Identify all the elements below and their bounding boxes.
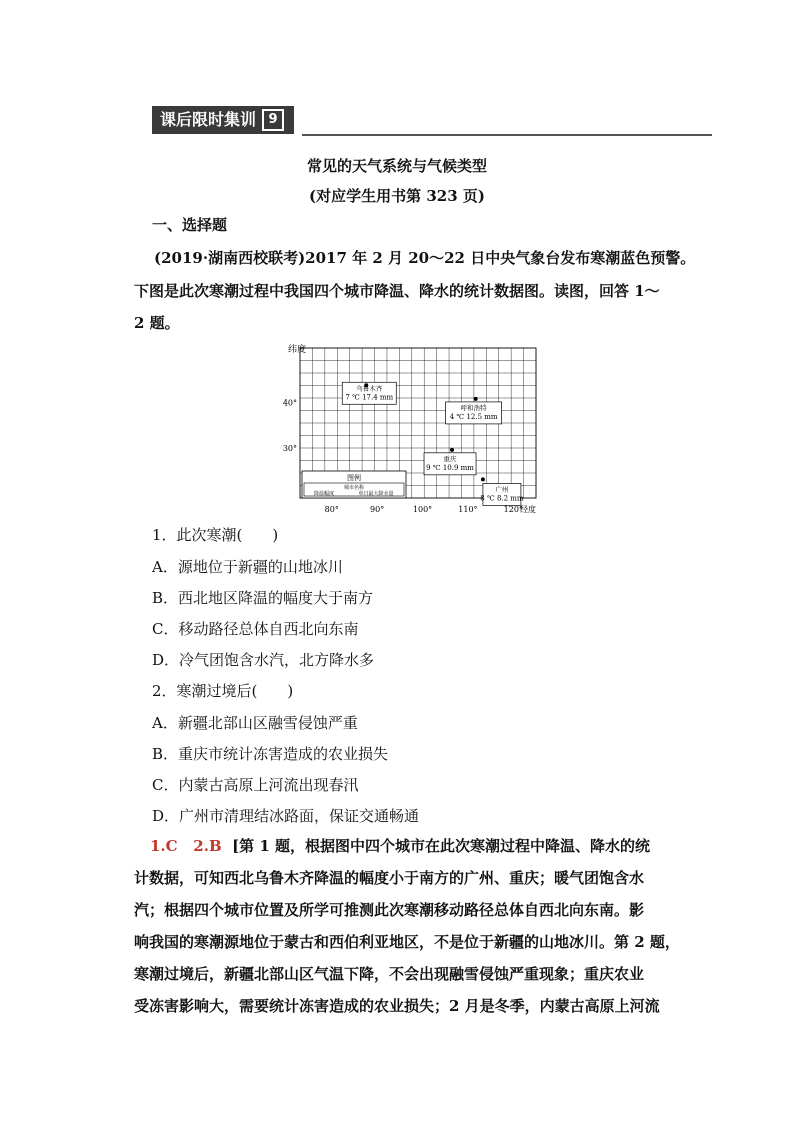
answer-line-1 [150,836,650,856]
answer-line-5: 寒潮过境后，新疆北部山区气温下降，不会出现融雪侵蚀严重现象；重庆农业 [134,965,645,983]
city-data: 9 ℃ 10.9 mm [426,463,474,472]
q2-option-a: A．新疆北部山区融雪侵蚀严重 [152,714,358,732]
answer-key-2: 2.B [193,837,222,855]
city-name: 乌鲁木齐 [356,384,383,393]
intro-line-2: 下图是此次寒潮过程中我国四个城市降温、降水的统计数据图。读图，回答 1～ [134,282,660,300]
x-tick-label: 120° [503,505,523,514]
page-title: 常见的天气系统与气候类型 [306,157,487,175]
x-ticks [325,505,523,514]
answer-line-6: 受冻害影响大，需要统计冻害造成的农业损失；2 月是冬季，内蒙古高原上河流 [134,997,660,1015]
section-heading: 一、选择题 [152,216,228,234]
y-tick-label: 40° [282,398,297,408]
answer-key-1: 1.C [150,837,178,855]
intro-line-1: (2019·湖南西校联考)2017 年 2 月 20～22 日中央气象台发布寒潮蓝色预警。 [154,249,696,267]
q1-option-b: B．西北地区降温的幅度大于南方 [152,589,374,607]
legend-line-2b: 单日最大降水量 [358,491,394,497]
answer-text-1: [第 1 题，根据图中四个城市在此次寒潮过程中降温、降水的统 [232,837,651,855]
city-data: 8 ℃ 8.2 mm [480,494,524,503]
q1-option-c: C．移动路径总体自西北向东南 [152,620,359,638]
section-header [152,106,712,138]
header-tab [152,106,294,134]
answer-line-3: 汽；根据四个城市位置及所学可推测此次寒潮移动路径总体自西北向东南。影 [134,901,645,919]
q1-option-d: D．冷气团饱含水汽，北方降水多 [152,651,375,669]
legend-line-1: 城市名称 [343,485,365,491]
y-ticks [283,399,297,453]
y-tick-label: 30° [282,444,297,453]
x-tick-label: 90° [370,505,385,514]
x-tick-label: 100° [412,505,433,514]
map-legend [302,471,406,498]
city-data: 7 ℃ 17.4 mm [345,393,394,402]
city-point [474,397,478,401]
header-rule [302,134,712,136]
header-label: 课后限时集训 [160,110,257,129]
x-tick-label: 80° [324,505,339,514]
q2-option-c: C．内蒙古高原上河流出现春汛 [152,776,359,794]
city-point [481,477,485,481]
q1-option-a: A．源地位于新疆的山地冰川 [152,558,343,576]
city-name: 广州 [495,485,509,494]
intro-line-3: 2 题。 [134,314,180,332]
x-axis-label: 经度 [520,505,536,514]
answer-line-4: 响我国的寒潮源地位于蒙古和西伯利亚地区，不是位于新疆的山地冰川。第 2 题， [134,933,680,951]
q2-stem: 2．寒潮过境后( ) [152,682,294,700]
city-point [450,448,454,452]
city-name: 呼和浩特 [460,403,487,412]
header-number: 9 [262,109,284,131]
legend-line-2a: 降温幅度 [313,491,335,497]
legend-title: 图例 [347,474,361,482]
city-data: 4 ℃ 12.5 mm [449,412,498,421]
q2-option-d: D．广州市清理结冰路面，保证交通畅通 [152,807,420,825]
y-axis-label: 纬度 [288,345,307,355]
answer-line-2: 计数据，可知西北乌鲁木齐降温的幅度小于南方的广州、重庆；暖气团饱含水 [134,869,645,887]
city-name: 重庆 [443,454,457,463]
q1-stem: 1．此次寒潮( ) [152,526,279,544]
climate-map-figure [278,340,548,518]
page-subtitle: (对应学生用书第 323 页) [309,187,485,205]
x-tick-label: 110° [458,505,478,514]
q2-option-b: B．重庆市统计冻害造成的农业损失 [152,745,389,763]
